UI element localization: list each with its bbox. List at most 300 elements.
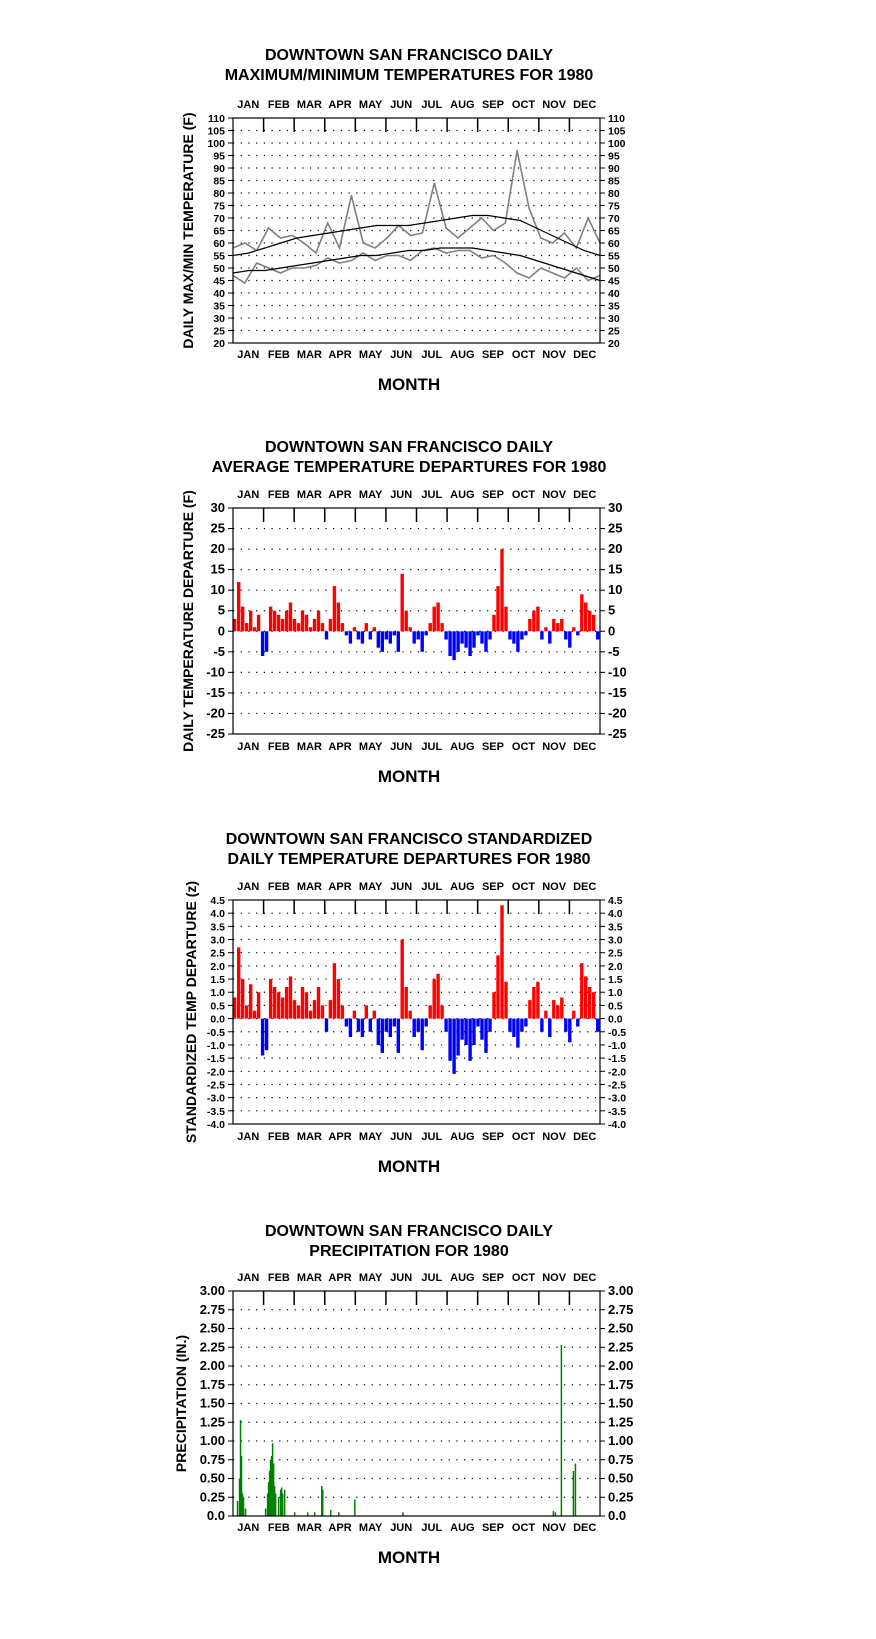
month-label-bottom: DEC [573, 349, 597, 361]
y-tick-label-left: 105 [207, 125, 225, 138]
departure-bar [576, 631, 579, 635]
series-point [328, 260, 329, 261]
departure-bar [409, 627, 412, 631]
y-tick-label-left: -25 [206, 726, 225, 741]
y-tick-label-right: 110 [608, 113, 625, 125]
series-point [410, 235, 411, 236]
departure-bar [488, 1019, 491, 1032]
chart-title: DOWNTOWN SAN FRANCISCO STANDARDIZED [225, 831, 593, 848]
y-tick-label-right: 70 [608, 213, 620, 225]
y-tick-label-left: 4.0 [210, 908, 225, 921]
chart-title: DOWNTOWN SAN FRANCISCO DAILY [265, 439, 553, 456]
departure-bar [325, 631, 328, 639]
y-tick-label-left: -5 [213, 643, 225, 659]
y-tick-label-left: 40 [213, 288, 225, 300]
y-tick-label-right: 80 [608, 188, 620, 200]
departure-bar [249, 984, 252, 1018]
departure-bar [325, 1019, 328, 1032]
month-label-top: JAN [237, 881, 260, 893]
departure-bar [548, 631, 551, 643]
departure-bar [564, 1019, 567, 1032]
series-point [552, 242, 553, 243]
departure-bar [512, 631, 515, 643]
month-label-bottom: MAY [358, 1131, 383, 1143]
y-tick-label-left: 2.25 [199, 1339, 225, 1355]
departure-bar [349, 631, 352, 643]
month-label-bottom: OCT [511, 1522, 536, 1534]
departure-bar [500, 905, 503, 1018]
month-label-bottom: FEB [267, 741, 290, 753]
departure-bar [488, 631, 491, 639]
departure-bar [508, 1019, 511, 1032]
series-point [327, 257, 328, 258]
series-point [528, 277, 529, 278]
departure-bar [584, 603, 587, 632]
departure-bar [413, 1019, 416, 1037]
departure-bar [417, 631, 420, 639]
month-label-top: NOV [542, 881, 567, 893]
departure-bar [257, 992, 260, 1018]
month-label-top: DEC [573, 99, 597, 111]
departure-bar [413, 631, 416, 643]
month-label-bottom: NOV [542, 1131, 567, 1143]
departure-bar [440, 623, 443, 631]
series-point [528, 207, 529, 208]
month-label-top: JUN [390, 881, 413, 893]
series-point [422, 232, 423, 233]
departure-bar [444, 1019, 447, 1032]
month-label-top: NOV [542, 489, 567, 501]
series-line-4 [233, 248, 600, 281]
month-label-bottom: NOV [542, 741, 567, 753]
y-tick-label-right: -10 [608, 664, 627, 680]
y-tick-label-right: 50 [608, 263, 620, 275]
y-tick-label-left: 2.5 [210, 947, 225, 960]
chart-title: DOWNTOWN SAN FRANCISCO DAILY [265, 1223, 553, 1240]
departure-bar [321, 623, 324, 631]
departure-bar [373, 627, 376, 631]
series-point [481, 257, 482, 258]
y-tick-label-left: 0.0 [206, 1508, 225, 1523]
y-tick-label-right: 90 [608, 163, 620, 175]
departure-bar [341, 1005, 344, 1018]
series-point [296, 237, 297, 238]
departure-bar [265, 1019, 268, 1051]
series-point [280, 267, 281, 268]
departure-bar [281, 619, 284, 631]
series-point [576, 267, 577, 268]
departure-bar [568, 1019, 571, 1043]
chart-title: AVERAGE TEMPERATURE DEPARTURES FOR 1980 [211, 459, 607, 476]
departure-bar [464, 1019, 467, 1045]
departure-bar [580, 963, 583, 1018]
y-tick-label-left: 0.50 [199, 1470, 225, 1486]
month-label-bottom: JAN [237, 741, 260, 753]
departure-bar [361, 631, 364, 643]
departure-bar [576, 1019, 579, 1027]
y-tick-label-right: -3.0 [608, 1092, 627, 1105]
y-tick-label-right: -20 [608, 705, 627, 721]
y-tick-label-left: 35 [213, 300, 225, 313]
series-point [344, 230, 345, 231]
month-label-top: MAY [358, 881, 383, 893]
y-tick-label-left: 65 [213, 225, 225, 238]
series-point [264, 270, 265, 271]
series-point [488, 215, 489, 216]
y-tick-label-left: 2.0 [210, 960, 225, 973]
y-tick-label-right: 1.50 [608, 1395, 634, 1411]
departure-bar [572, 627, 575, 631]
departure-bar [484, 1019, 487, 1053]
month-label-top: JAN [237, 99, 260, 111]
series-point [292, 235, 293, 236]
month-label-bottom: NOV [542, 349, 567, 361]
series-point [244, 282, 245, 283]
departure-bar [245, 1005, 248, 1018]
series-line-3 [233, 216, 600, 256]
series-point [386, 237, 387, 238]
series-point [256, 262, 257, 263]
month-label-top: FEB [267, 1272, 290, 1284]
departure-bar [297, 623, 300, 631]
series-point [264, 247, 265, 248]
departure-bar [476, 631, 479, 635]
series-point [268, 227, 269, 228]
series-point [564, 277, 565, 278]
departure-bar [365, 1005, 368, 1018]
series-point [520, 255, 521, 256]
month-label-bottom: APR [328, 741, 352, 753]
departure-bar [365, 623, 368, 631]
departure-bar [293, 619, 296, 631]
month-label-top: DEC [573, 1272, 597, 1284]
y-tick-label-left: 0.0 [210, 1013, 225, 1026]
departure-bar [448, 1019, 451, 1061]
departure-bar [448, 631, 451, 656]
departure-bar [285, 987, 288, 1019]
y-tick-label-left: 25 [210, 520, 225, 536]
departure-bar [452, 631, 455, 660]
series-point [540, 267, 541, 268]
departure-bar [548, 1019, 551, 1037]
departure-bar [524, 631, 527, 635]
y-tick-label-right: -2.0 [608, 1066, 627, 1079]
month-label-bottom: SEP [481, 1522, 504, 1534]
y-tick-label-left: -3.0 [206, 1092, 225, 1105]
departure-bar [265, 631, 268, 652]
y-tick-label-left: 30 [213, 313, 225, 325]
departure-bar [532, 611, 535, 632]
month-label-top: SEP [481, 1272, 504, 1284]
departure-bar [568, 631, 571, 647]
month-label-bottom: SEP [481, 349, 504, 361]
month-label-bottom: FEB [267, 1131, 290, 1143]
month-label-top: APR [328, 99, 352, 111]
y-tick-label-left: 5 [217, 602, 225, 618]
series-point [280, 237, 281, 238]
departure-bar [393, 631, 396, 635]
departure-bar [456, 1019, 459, 1056]
series-point [567, 242, 568, 243]
departure-bar [305, 615, 308, 631]
month-label-top: APR [328, 1272, 352, 1284]
departure-bar [389, 1019, 392, 1037]
departure-bar [381, 1019, 384, 1053]
y-tick-label-left: 70 [213, 213, 225, 225]
y-tick-label-right: 95 [608, 150, 620, 163]
departure-bar [516, 1019, 519, 1048]
y-tick-label-left: 1.50 [199, 1395, 225, 1411]
y-tick-label-right: 0.5 [608, 1000, 623, 1013]
departure-bar [357, 1019, 360, 1032]
departure-bar [309, 1011, 312, 1019]
departure-bar [480, 631, 483, 643]
month-label-top: OCT [511, 489, 536, 501]
month-label-top: JUN [390, 489, 413, 501]
series-point [469, 250, 470, 251]
series-point [424, 222, 425, 223]
y-tick-label-right: 3.5 [608, 921, 623, 934]
departure-bar [496, 955, 499, 1018]
departure-bar [293, 1000, 296, 1018]
y-tick-label-right: 1.25 [608, 1414, 634, 1430]
series-line-2 [233, 248, 600, 283]
month-label-top: FEB [267, 489, 290, 501]
departure-bar [305, 992, 308, 1018]
y-tick-label-left: 4.5 [210, 895, 225, 907]
chart-title: MAXIMUM/MINIMUM TEMPERATURES FOR 1980 [224, 67, 594, 84]
x-axis-label: MONTH [377, 1157, 441, 1176]
series-point [552, 235, 553, 236]
y-tick-label-left: 45 [213, 275, 225, 288]
departure-bar [472, 631, 475, 647]
chart-panel-2 [180, 439, 627, 786]
y-tick-label-left: 75 [213, 200, 225, 213]
month-label-top: SEP [481, 99, 504, 111]
y-axis-label: DAILY TEMPERATURE DEPARTURE (F) [180, 490, 196, 752]
y-tick-label-left: 10 [210, 582, 225, 598]
y-tick-label-right: 1.5 [608, 974, 623, 987]
month-label-top: JUL [421, 99, 443, 111]
month-label-top: FEB [267, 881, 290, 893]
series-point [327, 222, 328, 223]
y-tick-label-right: 25 [608, 520, 623, 536]
departure-bar [237, 947, 240, 1018]
departure-bar [592, 992, 595, 1018]
y-tick-label-right: 2.5 [608, 947, 623, 960]
y-tick-label-right: 1.75 [608, 1376, 634, 1392]
month-label-top: MAY [358, 99, 383, 111]
departure-bar [261, 631, 264, 656]
month-label-bottom: MAY [358, 741, 383, 753]
departure-bar [317, 987, 320, 1019]
x-axis-label: MONTH [377, 375, 441, 394]
y-tick-label-left: 2.75 [199, 1301, 225, 1317]
chart-panel-3 [183, 831, 626, 1176]
series-point [398, 255, 399, 256]
departure-bar [333, 586, 336, 631]
departure-bar [425, 1019, 428, 1027]
chart-panel-4 [173, 1223, 633, 1567]
y-tick-label-right: -4.0 [608, 1119, 627, 1131]
series-point [493, 255, 494, 256]
series-point [424, 250, 425, 251]
y-tick-label-left: 2.00 [199, 1358, 225, 1373]
series-line-1 [233, 151, 600, 254]
series-point [408, 225, 409, 226]
departure-bar [317, 611, 320, 632]
y-tick-label-right: 35 [608, 300, 620, 313]
month-label-top: APR [328, 489, 352, 501]
departure-bar [253, 1011, 256, 1019]
x-axis-label: MONTH [377, 767, 441, 786]
y-tick-label-right: -3.5 [608, 1105, 627, 1118]
y-tick-label-left: 3.00 [199, 1283, 225, 1298]
series-point [552, 265, 553, 266]
departure-bar [552, 619, 555, 631]
departure-bar [353, 1011, 356, 1019]
month-label-bottom: MAY [358, 349, 383, 361]
month-label-top: AUG [450, 99, 475, 111]
y-tick-label-right: 3.0 [608, 934, 623, 947]
departure-bar [397, 1019, 400, 1053]
departure-bar [341, 623, 344, 631]
y-tick-label-left: -0.5 [206, 1026, 225, 1039]
y-tick-label-left: 50 [213, 263, 225, 275]
departure-bar [516, 631, 519, 652]
series-point [363, 252, 364, 253]
y-tick-label-left: -1.5 [206, 1053, 225, 1066]
y-tick-label-left: 0.75 [199, 1451, 225, 1467]
departure-bar [504, 982, 507, 1019]
month-label-top: JUL [421, 881, 443, 893]
month-label-top: DEC [573, 881, 597, 893]
departure-bar [496, 586, 499, 631]
series-point [360, 227, 361, 228]
series-point [363, 242, 364, 243]
departure-bar [484, 631, 487, 652]
departure-bar [564, 631, 567, 639]
month-label-top: FEB [267, 99, 290, 111]
departure-bar [536, 982, 539, 1019]
series-point [505, 262, 506, 263]
month-label-top: MAR [296, 489, 322, 501]
month-label-bottom: JUN [390, 349, 413, 361]
departure-bar [269, 979, 272, 1019]
month-label-top: JAN [237, 1272, 260, 1284]
month-label-top: JUN [390, 99, 413, 111]
y-tick-label-left: 3.0 [210, 934, 225, 947]
y-tick-label-left: 0.5 [210, 1000, 225, 1013]
series-point [312, 262, 313, 263]
series-point [339, 262, 340, 263]
departure-bar [464, 631, 467, 647]
departure-bar [472, 1019, 475, 1045]
y-tick-label-left: 20 [213, 338, 225, 350]
departure-bar [429, 1005, 432, 1018]
series-point [386, 255, 387, 256]
departure-bar [528, 1000, 531, 1018]
departure-bar [237, 582, 240, 631]
y-tick-label-left: 55 [213, 250, 225, 263]
y-tick-label-left: 100 [207, 138, 225, 150]
y-tick-label-right: 5 [608, 602, 616, 618]
departure-bar [289, 603, 292, 632]
departure-bar [301, 987, 304, 1019]
departure-bar [301, 611, 304, 632]
y-tick-label-right: -1.0 [608, 1039, 627, 1052]
month-label-bottom: SEP [481, 741, 504, 753]
month-label-bottom: JAN [237, 1522, 260, 1534]
month-label-bottom: MAR [296, 741, 322, 753]
month-label-top: JUN [390, 1272, 413, 1284]
y-tick-label-right: 2.75 [608, 1301, 634, 1317]
departure-bar [405, 611, 408, 632]
series-point [328, 232, 329, 233]
chart-title: DOWNTOWN SAN FRANCISCO DAILY [265, 47, 553, 64]
month-label-top: DEC [573, 489, 597, 501]
departure-bar [337, 979, 340, 1019]
series-point [457, 250, 458, 251]
y-tick-label-right: 75 [608, 200, 620, 213]
series-point [517, 150, 518, 151]
departure-bar [588, 611, 591, 632]
series-point [440, 247, 441, 248]
y-tick-label-left: 60 [213, 238, 225, 250]
month-label-top: JUL [421, 489, 443, 501]
departure-bar [245, 623, 248, 631]
y-tick-label-right: 0.25 [608, 1489, 634, 1505]
series-point [504, 252, 505, 253]
series-point [376, 255, 377, 256]
departure-bar [536, 607, 539, 632]
y-tick-label-right: 10 [608, 582, 623, 598]
month-label-top: JAN [237, 489, 260, 501]
month-label-bottom: JUN [390, 1131, 413, 1143]
month-label-bottom: AUG [450, 349, 475, 361]
departure-bar [572, 1011, 575, 1019]
series-point [583, 250, 584, 251]
month-label-bottom: DEC [573, 1131, 597, 1143]
y-tick-label-right: -1.5 [608, 1053, 627, 1066]
departure-bar [524, 1019, 527, 1027]
y-tick-label-left: 0.25 [199, 1489, 225, 1505]
departure-bar [297, 1005, 300, 1018]
departure-bar [285, 611, 288, 632]
y-tick-label-left: -2.5 [206, 1079, 225, 1092]
series-point [280, 242, 281, 243]
month-label-top: NOV [542, 99, 567, 111]
y-tick-label-right: 65 [608, 225, 620, 238]
departure-bar [460, 1019, 463, 1040]
series-point [472, 215, 473, 216]
departure-bar [313, 1000, 316, 1018]
series-point [392, 252, 393, 253]
series-point [244, 242, 245, 243]
month-label-bottom: DEC [573, 741, 597, 753]
departure-bar [337, 603, 340, 632]
y-tick-label-right: 20 [608, 541, 623, 557]
y-tick-label-right: 85 [608, 175, 620, 188]
departure-bar [241, 979, 244, 1019]
departure-bar [429, 623, 432, 631]
y-tick-label-left: -15 [206, 684, 225, 700]
y-tick-label-right: -15 [608, 684, 627, 700]
series-point [303, 242, 304, 243]
y-tick-label-right: 2.00 [608, 1358, 634, 1373]
departure-bar [277, 992, 280, 1018]
departure-bar [492, 615, 495, 631]
